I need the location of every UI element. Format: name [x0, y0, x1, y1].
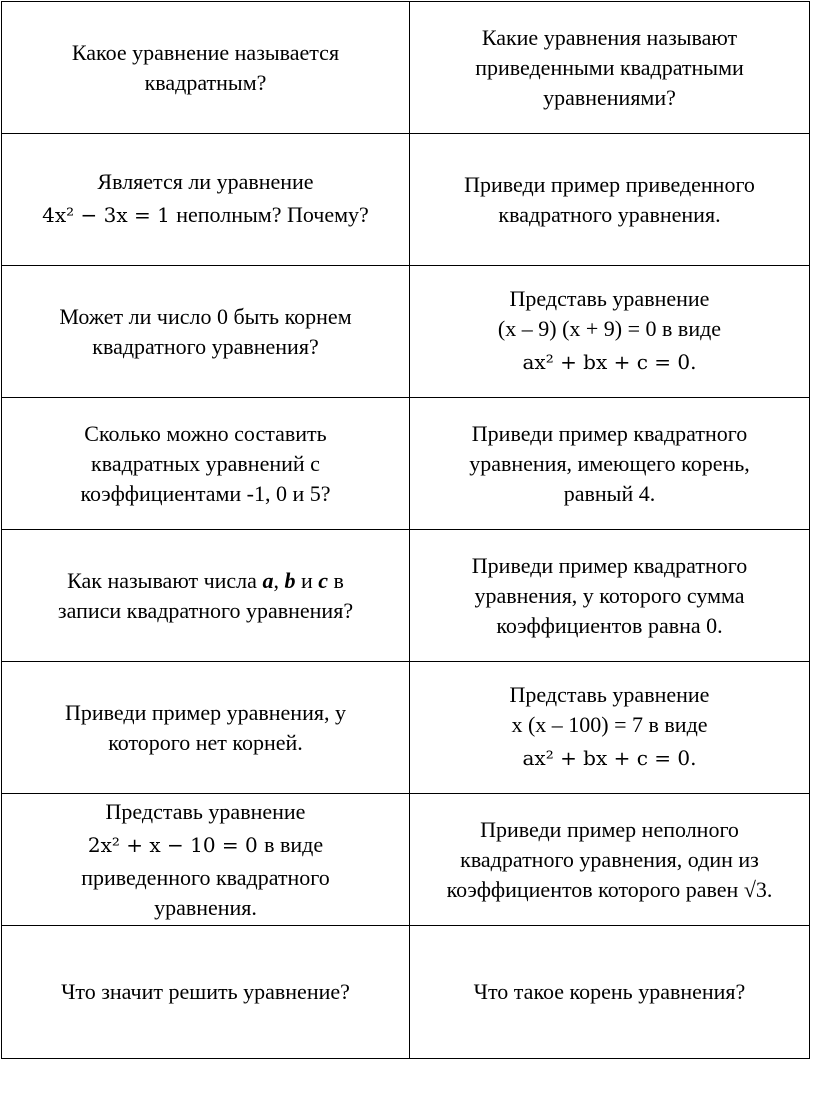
- card-row: [2, 398, 810, 530]
- card-text-line: коэффициентами -1, 0 и 5?: [80, 480, 331, 506]
- card-text-line: квадратных уравнений с: [91, 450, 320, 476]
- card-row: [2, 662, 810, 794]
- card-text-line: Сколько можно составить: [84, 420, 327, 446]
- card-text: Как называют числа: [67, 567, 257, 593]
- card-text-line: равный 4.: [563, 480, 656, 506]
- card-row: [2, 530, 810, 662]
- card-text-line: [420, 314, 799, 344]
- card-text: коэффициентов которого равен: [446, 876, 739, 902]
- card-text-line: Приведи пример квадратного: [471, 552, 748, 578]
- card-text-line: Какое уравнение называется: [71, 39, 340, 65]
- variable-c: c: [318, 567, 328, 593]
- card-text-line: Представь уравнение: [509, 285, 710, 311]
- card-text-line: Является ли уравнение: [97, 168, 314, 194]
- card-text-line: Приведи пример приведенного: [464, 171, 755, 197]
- equation: ax² + bx + c = 0.: [522, 745, 697, 770]
- card-r1-left: [2, 2, 410, 134]
- card-text: в виде: [264, 831, 324, 857]
- card-row: [2, 926, 810, 1059]
- card-text-line: квадратного уравнения.: [498, 201, 721, 227]
- card-r1-right: [410, 2, 810, 134]
- card-row: [2, 266, 810, 398]
- card-text-line: Что значит решить уравнение?: [61, 979, 350, 1004]
- variable-a: a: [262, 567, 274, 593]
- card-math-line: [12, 197, 399, 233]
- card-text-line: уравнения.: [154, 894, 257, 920]
- card-r8-right: [410, 926, 810, 1059]
- card-text-line: Что такое корень уравнения?: [473, 979, 746, 1004]
- card-r7-left: [2, 794, 410, 926]
- variable-b: b: [284, 567, 296, 593]
- card-text: и: [300, 567, 313, 593]
- card-text-line: уравнения, имеющего корень,: [469, 450, 750, 476]
- card-text-line: Представь уравнение: [509, 681, 710, 707]
- card-row: [2, 794, 810, 926]
- card-text-line: приведенными квадратными: [475, 54, 744, 80]
- card-text-line: уравнения, у которого сумма: [474, 582, 745, 608]
- card-text-line: Приведи пример уравнения, у: [65, 699, 346, 725]
- card-r2-left: [2, 134, 410, 266]
- expression: (x – 9) (x + 9) = 0: [497, 315, 657, 341]
- card-text-line: Какие уравнения называют: [481, 24, 738, 50]
- equation: ax² + bx + c = 0.: [522, 349, 697, 374]
- card-text-line: Представь уравнение: [105, 798, 306, 824]
- card-r5-right: [410, 530, 810, 662]
- expression: x (x – 100) = 7: [511, 711, 644, 737]
- card-text-line: [420, 875, 799, 905]
- card-r3-left: [2, 266, 410, 398]
- card-text: в виде: [648, 711, 708, 737]
- card-text: в виде: [662, 315, 722, 341]
- card-r2-right: [410, 134, 810, 266]
- card-r7-right: [410, 794, 810, 926]
- square-root: √3.: [743, 876, 773, 902]
- card-text-line: Приведи пример квадратного: [471, 420, 748, 446]
- card-text-line: записи квадратного уравнения?: [57, 597, 354, 623]
- card-text-line: квадратного уравнения, один из: [460, 846, 759, 872]
- card-r4-right: [410, 398, 810, 530]
- question-cards-table: [1, 1, 810, 1059]
- card-text-line: Может ли число 0 быть корнем: [59, 303, 352, 329]
- card-text-line: Приведи пример неполного: [480, 816, 739, 842]
- card-text-line: которого нет корней.: [108, 729, 303, 755]
- card-text-line: [420, 710, 799, 740]
- card-r5-left: [2, 530, 410, 662]
- card-text: в: [333, 567, 344, 593]
- card-math-line: [12, 827, 399, 863]
- card-text-line: уравнениями?: [543, 84, 676, 110]
- equation: 4x² − 3x = 1: [42, 202, 170, 227]
- card-text-line: Как называют числа a, b и c в: [67, 567, 344, 593]
- card-text-line: квадратного уравнения?: [92, 333, 319, 359]
- card-r4-left: [2, 398, 410, 530]
- card-text-line: приведенного квадратного: [81, 864, 330, 890]
- card-r3-right: [410, 266, 810, 398]
- card-r6-left: [2, 662, 410, 794]
- equation: 2x² + x − 10 = 0: [87, 832, 258, 857]
- card-row: [2, 134, 810, 266]
- card-row: [2, 2, 810, 134]
- card-r6-right: [410, 662, 810, 794]
- card-r8-left: [2, 926, 410, 1059]
- card-text-line: квадратным?: [144, 69, 267, 95]
- card-text-line: коэффициентов равна 0.: [496, 612, 723, 638]
- card-text: неполным? Почему?: [176, 201, 369, 227]
